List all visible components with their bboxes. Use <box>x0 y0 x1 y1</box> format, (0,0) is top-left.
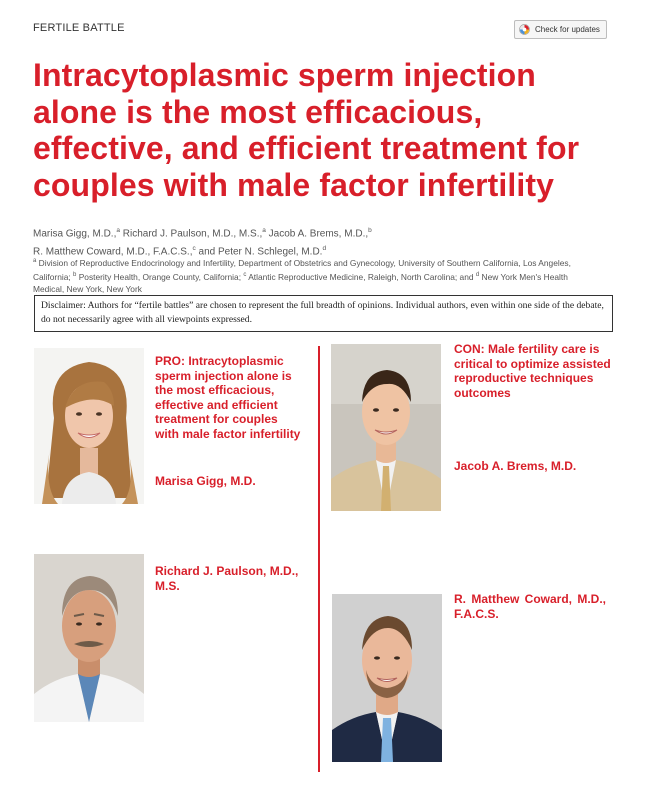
photo-jacob-brems <box>331 344 441 511</box>
author-line-1: Marisa Gigg, M.D.,$^a$ Richard J. Paulson, M.D., M.S.,$^a$ Jacob A. Brems, M.D.,$^b$ <box>33 227 372 240</box>
con-position: CON: Male fertility care is critical to optimize assisted reproductive techniques outcomes <box>454 342 611 400</box>
pro-author-1: Marisa Gigg, M.D. <box>155 474 256 488</box>
con-author-1: Jacob A. Brems, M.D. <box>454 459 577 473</box>
section-label: FERTILE BATTLE <box>33 22 125 34</box>
photo-richard-paulson <box>34 554 144 722</box>
check-for-updates-button[interactable] <box>514 20 607 39</box>
disclaimer-box: Disclaimer: Authors for “fertile battles” are chosen to represent the full breadth of opinions. Individual authors, even within one side of the debate, do not necessarily agree with all viewpoints expressed. <box>34 295 613 332</box>
column-divider <box>318 346 320 772</box>
article-title: Intracytoplasmic sperm injection alone is the most efficacious, effective, and efficient treatment for couples with male factor infertility <box>33 57 580 203</box>
photo-matthew-coward <box>332 594 442 762</box>
author-line-2: R. Matthew Coward, M.D., F.A.C.S.,$^c$ and Peter N. Schlegel, M.D.$^d$ <box>33 245 327 258</box>
con-author-2: R. Matthew Coward, M.D., F.A.C.S. <box>454 592 606 621</box>
affiliations: $^a$ Division of Reproductive Endocrinology and Infertility, Department of Obstetrics and Gynecology, University of Southern California, Los Angeles, California; $^b$ Posterity Health, Orange County, California; $^c$ Atlantic Reproductive Medicine, Raleigh, North Carolina; and $^d$ New York Men's Health Medical, New York, New York <box>33 257 571 294</box>
pro-position: PRO: Intracytoplasmic sperm injection alone is the most efficacious, effective and efficient treatment for couples with male factor infertility <box>155 354 301 441</box>
crossmark-icon <box>519 24 530 35</box>
photo-marisa-gigg <box>34 348 144 504</box>
pro-author-2: Richard J. Paulson, M.D., M.S. <box>155 564 299 593</box>
check-for-updates-label: Check for updates <box>535 25 600 34</box>
